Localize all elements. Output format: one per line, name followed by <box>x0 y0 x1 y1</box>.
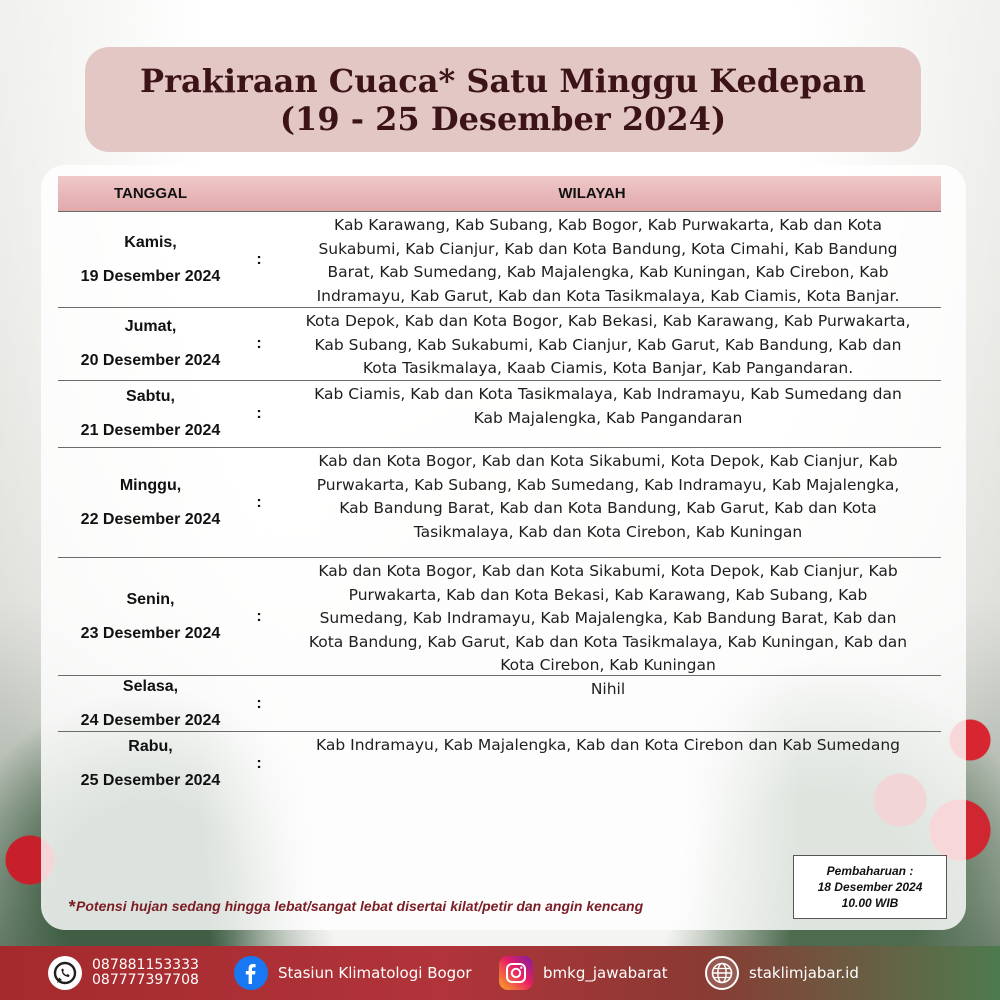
website-url: staklimjabar.id <box>749 964 859 982</box>
title-banner <box>85 47 921 152</box>
update-time: 10.00 WIB <box>841 896 899 910</box>
date-cell <box>58 558 243 675</box>
region-line: Kab Majalengka, Kab Pangandaran <box>473 408 743 427</box>
region-cell <box>275 448 941 557</box>
header-region: WILAYAH <box>558 185 626 202</box>
region-line: Purwakarta, Kab dan Kota Bekasi, Kab Karawang, Kab Subang, Kab <box>348 585 868 604</box>
table-row <box>58 381 941 448</box>
region-line: Kota Tasikmalaya, Kaab Ciamis, Kota Banjar, Kab Pangandaran. <box>362 359 854 377</box>
table-row <box>58 212 941 308</box>
date-cell <box>58 212 243 307</box>
region-cell <box>275 732 941 796</box>
date-text: 22 Desember 2024 <box>80 510 221 528</box>
region-line: Tasikmalaya, Kab dan Kota Cirebon, Kab Kuningan <box>413 522 803 541</box>
footnote <box>68 897 768 918</box>
region-line: Sukabumi, Kab Cianjur, Kab dan Kota Bandung, Kota Cimahi, Kab Bandung <box>318 239 898 258</box>
forecast-table <box>58 176 941 796</box>
footnote-asterisk: * <box>68 897 76 917</box>
date-text: 25 Desember 2024 <box>80 772 221 789</box>
instagram-handle: bmkg_jawabarat <box>543 964 668 982</box>
region-line: Kab Subang, Kab Sukabumi, Kab Cianjur, Kab Garut, Kab Bandung, Kab dan <box>314 335 902 354</box>
region-line: Barat, Kab Sumedang, Kab Majalengka, Kab Kuningan, Kab Cirebon, Kab <box>327 263 889 281</box>
colon-separator: : <box>256 493 262 511</box>
page-subtitle-date-range: (19 - 25 Desember 2024) <box>279 99 727 138</box>
day-name: Kamis, <box>124 233 177 251</box>
date-cell <box>58 381 243 447</box>
region-line: Indramayu, Kab Garut, Kab dan Kota Tasikmalaya, Kab Ciamis, Kota Banjar. <box>316 286 900 305</box>
footnote-text: Potensi hujan sedang hingga lebat/sangat lebat disertai kilat/petir dan angin kencang <box>76 898 644 914</box>
region-line: Sumedang, Kab Indramayu, Kab Majalengka, Kab Bandung Barat, Kab dan <box>319 609 897 627</box>
update-label: Pembaharuan : <box>826 864 914 878</box>
date-cell <box>58 308 243 380</box>
region-cell <box>275 381 941 447</box>
region-line: Kab dan Kota Bogor, Kab dan Kota Sikabumi, Kota Depok, Kab Cianjur, Kab <box>318 452 898 470</box>
instagram-icon <box>499 956 533 990</box>
region-line: Kota Cirebon, Kab Kuningan <box>500 656 716 674</box>
region-cell <box>275 212 941 307</box>
date-cell <box>58 676 243 731</box>
colon-separator: : <box>256 405 262 422</box>
update-info-box <box>793 855 947 919</box>
colon-separator: : <box>256 607 262 625</box>
region-cell <box>275 558 941 675</box>
region-line: Kota Depok, Kab dan Kota Bogor, Kab Bekasi, Kab Karawang, Kab Purwakarta, <box>305 312 911 330</box>
region-line: Kab Ciamis, Kab dan Kota Tasikmalaya, Kab Indramayu, Kab Sumedang dan <box>314 385 902 403</box>
phone-number-2: 087777397708 <box>92 972 199 988</box>
table-row <box>58 448 941 558</box>
day-name: Jumat, <box>124 318 177 335</box>
region-line: Kab Bandung Barat, Kab dan Kota Bandung, Kab Garut, Kab dan Kota <box>339 499 877 517</box>
date-text: 24 Desember 2024 <box>80 711 221 729</box>
header-date: TANGGAL <box>113 185 188 202</box>
date-text: 19 Desember 2024 <box>80 267 221 285</box>
region-line: Purwakarta, Kab Subang, Kab Sumedang, Kab Indramayu, Kab Majalengka, <box>316 475 900 494</box>
website-link[interactable] <box>705 946 859 1000</box>
region-line: Kab Karawang, Kab Subang, Kab Bogor, Kab Purwakarta, Kab dan Kota <box>334 216 882 234</box>
update-date: 18 Desember 2024 <box>817 880 923 894</box>
date-cell <box>58 448 243 557</box>
region-line: Nihil <box>590 680 626 698</box>
globe-icon <box>705 956 739 990</box>
day-name: Sabtu, <box>126 388 175 405</box>
date-text: 23 Desember 2024 <box>80 624 221 642</box>
day-name: Minggu, <box>119 476 182 494</box>
colon-separator: : <box>256 335 262 352</box>
date-text: 20 Desember 2024 <box>80 352 221 369</box>
page-title: Prakiraan Cuaca* Satu Minggu Kedepan <box>140 61 866 100</box>
region-line: Kota Bandung, Kab Garut, Kab dan Kota Tasikmalaya, Kab Kuningan, Kab dan <box>308 632 908 651</box>
facebook-name: Stasiun Klimatologi Bogor <box>278 964 472 982</box>
instagram-link[interactable] <box>499 946 668 1000</box>
region-line: Kab Indramayu, Kab Majalengka, Kab dan Kota Cirebon dan Kab Sumedang <box>315 736 901 754</box>
facebook-icon <box>234 956 268 990</box>
table-header <box>58 176 941 212</box>
date-text: 21 Desember 2024 <box>80 422 221 439</box>
region-cell <box>275 676 941 731</box>
day-name: Selasa, <box>122 677 179 695</box>
table-row <box>58 558 941 676</box>
region-cell <box>275 308 941 380</box>
date-cell <box>58 732 243 796</box>
facebook-link[interactable] <box>234 946 472 1000</box>
day-name: Senin, <box>126 590 175 608</box>
day-name: Rabu, <box>128 738 173 755</box>
table-row <box>58 676 941 732</box>
whatsapp-contact[interactable] <box>48 946 199 1000</box>
colon-separator: : <box>256 694 262 712</box>
whatsapp-icon <box>48 956 82 990</box>
phone-number-1: 087881153333 <box>92 957 199 973</box>
table-row <box>58 308 941 381</box>
table-row <box>58 732 941 796</box>
colon-separator: : <box>256 755 262 772</box>
contact-footer <box>0 946 1000 1000</box>
region-line: Kab dan Kota Bogor, Kab dan Kota Sikabumi, Kota Depok, Kab Cianjur, Kab <box>318 562 898 580</box>
colon-separator: : <box>256 250 262 268</box>
